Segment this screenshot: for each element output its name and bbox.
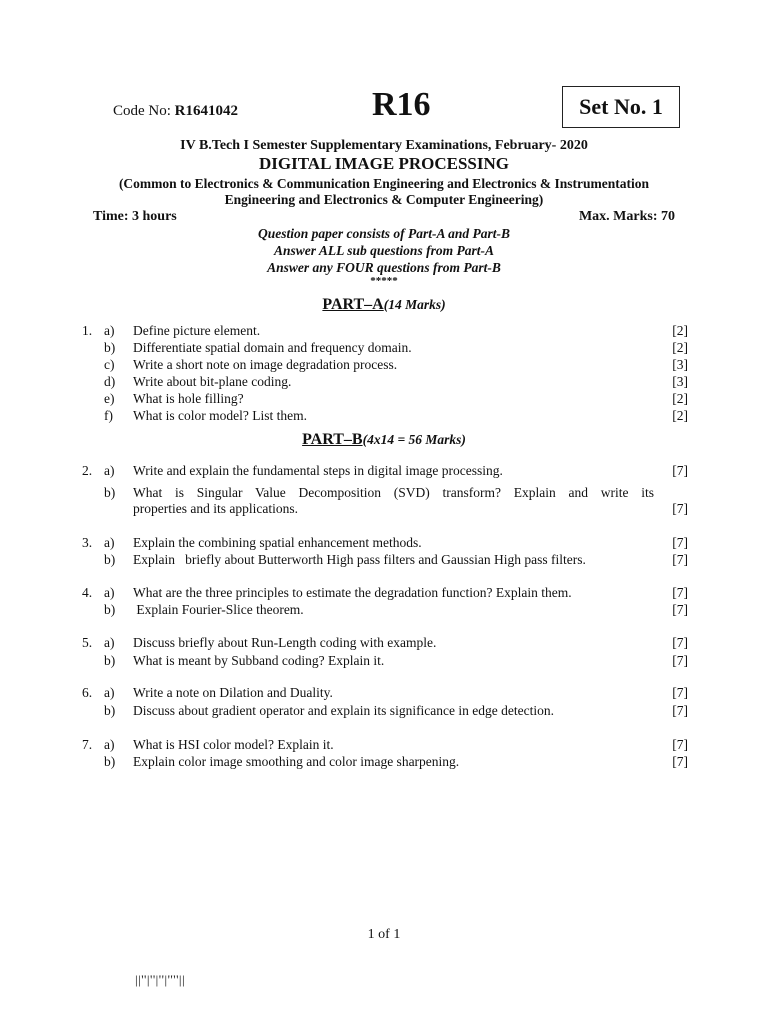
part-b-title: PART–B [302, 431, 363, 448]
marks-label: [7] [672, 602, 688, 617]
sub-label: a) [104, 463, 115, 478]
question-number: 7. [82, 737, 93, 752]
subject-title: DIGITAL IMAGE PROCESSING [258, 154, 509, 173]
sub-label: e) [104, 391, 115, 406]
question-text: Discuss about gradient operator and explain its significance in edge detection. [133, 703, 554, 718]
marks-label: [7] [672, 463, 688, 478]
part-a-title: PART–A [322, 296, 384, 313]
sub-label: f) [104, 408, 113, 423]
exam-title: IV B.Tech I Semester Supplementary Examinations, February- 2020 [180, 138, 588, 153]
sub-label: b) [104, 602, 116, 617]
sub-label: b) [104, 754, 116, 769]
sub-label: a) [104, 635, 115, 650]
marks-label: [3] [672, 374, 688, 389]
sub-label: b) [104, 552, 116, 567]
common-line-1: (Common to Electronics & Communication Engineering and Electronics & Instrumentation [118, 176, 650, 191]
sub-label: b) [104, 340, 116, 355]
common-line-2: Engineering and Electronics & Computer Engineering) [224, 192, 544, 207]
question-text: What is HSI color model? Explain it. [133, 737, 334, 752]
marks-label: [7] [672, 653, 688, 668]
instruction-3: Answer any FOUR questions from Part-B [267, 260, 501, 275]
question-text: What is color model? List them. [133, 408, 307, 423]
question-text: Differentiate spatial domain and frequency domain. [133, 340, 412, 355]
marks-label: [7] [672, 685, 688, 700]
question-text: What are the three principles to estimate the degradation function? Explain them. [133, 585, 572, 600]
sub-label: a) [104, 685, 115, 700]
marks-label: [7] [672, 737, 688, 752]
instruction-2: Answer ALL sub questions from Part-A [274, 243, 494, 258]
common-branches [0, 176, 768, 208]
question-text: What is Singular Value Decomposition (SVD) transform? Explain and write its [133, 485, 654, 500]
marks-label: [7] [672, 535, 688, 550]
question-text-continued: properties and its applications. [133, 501, 298, 516]
sub-label: c) [104, 357, 115, 372]
question-text: Write and explain the fundamental steps in digital image processing. [133, 463, 503, 478]
question-text: Write a short note on image degradation process. [133, 357, 398, 372]
marks-label: [7] [672, 703, 688, 718]
question-number: 2. [82, 463, 93, 478]
question-text: What is hole filling? [133, 391, 244, 406]
part-b-marks: (4x14 = 56 Marks) [362, 432, 466, 447]
marks-label: [2] [672, 391, 688, 406]
code-number [113, 103, 238, 120]
page-number: 1 of 1 [367, 927, 401, 942]
question-text: Define picture element. [133, 323, 261, 338]
time-label: Time: 3 hours [93, 209, 177, 224]
instruction-1: Question paper consists of Part-A and Part-B [257, 226, 511, 241]
code-value: R1641042 [174, 103, 239, 119]
barcode-text: ||''|''|''|''''|| [135, 972, 186, 987]
question-text: Explain Fourier-Slice theorem. [133, 602, 304, 617]
sub-label: a) [104, 737, 115, 752]
marks-label: [7] [672, 585, 688, 600]
question-number: 4. [82, 585, 93, 600]
question-text: Write about bit-plane coding. [133, 374, 292, 389]
code-label: Code No: [113, 103, 175, 119]
set-number-box: Set No. 1 [562, 86, 680, 128]
sub-label: a) [104, 535, 115, 550]
sub-label: b) [104, 703, 116, 718]
marks-label: [2] [672, 408, 688, 423]
question-number: 1. [82, 323, 93, 338]
sub-label: a) [104, 585, 115, 600]
sub-label: b) [104, 653, 116, 668]
marks-label: [7] [672, 501, 688, 516]
question-number: 3. [82, 535, 93, 550]
max-marks-label: Max. Marks: 70 [578, 209, 675, 224]
marks-label: [7] [672, 635, 688, 650]
marks-label: [2] [672, 340, 688, 355]
sub-label: a) [104, 323, 115, 338]
question-number: 6. [82, 685, 93, 700]
separator-stars: ***** [370, 275, 398, 287]
part-a-heading [0, 296, 768, 314]
question-text: Explain the combining spatial enhancement methods. [133, 535, 422, 550]
part-a-marks: (14 Marks) [383, 297, 446, 312]
question-text: Write a note on Dilation and Duality. [133, 685, 333, 700]
marks-label: [3] [672, 357, 688, 372]
question-text: What is meant by Subband coding? Explain it. [133, 653, 385, 668]
marks-label: [7] [672, 552, 688, 567]
marks-label: [7] [672, 754, 688, 769]
question-text: Discuss briefly about Run-Length coding with example. [133, 635, 437, 650]
regulation-label: R16 [372, 86, 431, 123]
question-text: Explain briefly about Butterworth High pass filters and Gaussian High pass filters. [133, 552, 586, 567]
sub-label: d) [104, 374, 116, 389]
sub-label: b) [104, 485, 116, 500]
marks-label: [2] [672, 323, 688, 338]
question-text: Explain color image smoothing and color image sharpening. [133, 754, 460, 769]
question-number: 5. [82, 635, 93, 650]
part-b-heading [0, 431, 768, 449]
